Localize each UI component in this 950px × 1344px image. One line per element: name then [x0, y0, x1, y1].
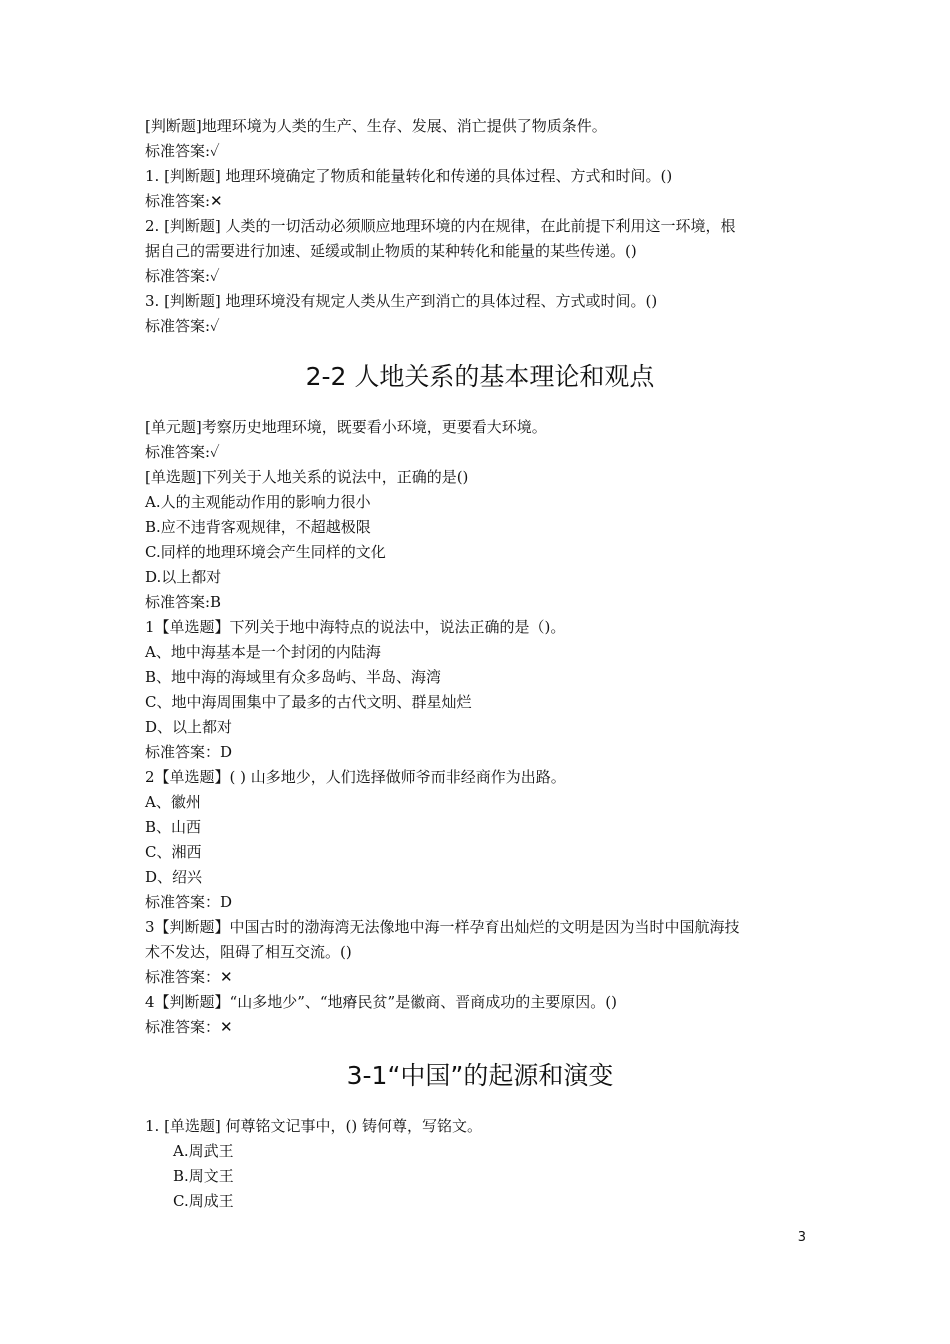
- question-line: 1【单选题】下列关于地中海特点的说法中，说法正确的是（)。: [145, 618, 566, 636]
- question-line: 2【单选题】( ) 山多地少，人们选择做师爷而非经商作为出路。: [145, 768, 566, 786]
- answer-line: 标准答案：✕: [145, 968, 233, 986]
- option-line: D、以上都对: [145, 718, 233, 736]
- answer-line: 标准答案:B: [145, 593, 222, 611]
- question-line: 1. [单选题] 何尊铭文记事中，() 铸何尊，写铭文。: [145, 1117, 483, 1135]
- question-line: [单元题]考察历史地理环境，既要看小环境，更要看大环境。: [145, 418, 547, 436]
- option-line: A.人的主观能动作用的影响力很小: [145, 493, 371, 511]
- section-judgement-questions: [145, 114, 815, 339]
- section-human-land-relations: [145, 353, 815, 1040]
- question-line: 1. [判断题] 地理环境确定了物质和能量转化和传递的具体过程、方式和时间。(): [145, 167, 673, 185]
- question-line: [单选题]下列关于人地关系的说法中，正确的是(): [145, 468, 469, 486]
- answer-line: 标准答案：✕: [145, 1018, 233, 1036]
- option-line: B、山西: [145, 818, 202, 836]
- option-line: C、湘西: [145, 843, 202, 861]
- option-line: B、地中海的海域里有众多岛屿、半岛、海湾: [145, 668, 442, 686]
- section-heading: 3-1“中国”的起源和演变: [346, 1061, 614, 1090]
- answer-line: 标准答案:✓: [145, 267, 220, 285]
- question-line: 2. [判断题] 人类的一切活动必须顺应地理环境的内在规律，在此前提下利用这一环境，根: [145, 217, 736, 235]
- option-line: A、徽州: [145, 793, 201, 811]
- answer-line: 标准答案:✓: [145, 443, 220, 461]
- answer-line: 标准答案:✓: [145, 317, 220, 335]
- option-line: D.以上都对: [145, 568, 222, 586]
- question-line: 3【判断题】中国古时的渤海湾无法像地中海一样孕育出灿烂的文明是因为当时中国航海技: [145, 918, 740, 936]
- question-line: 4【判断题】“山多地少”、“地瘠民贫”是徽商、晋商成功的主要原因。(): [145, 993, 617, 1011]
- question-line: [判断题]地理环境为人类的生产、生存、发展、消亡提供了物质条件。: [145, 117, 607, 135]
- answer-line: 标准答案：D: [145, 893, 233, 911]
- page-number: 3: [797, 1230, 806, 1245]
- option-line: B.周文王: [173, 1167, 234, 1185]
- section-origin-of-china: [145, 1052, 815, 1214]
- option-line: B.应不违背客观规律，不超越极限: [145, 518, 371, 536]
- answer-line: 标准答案：D: [145, 743, 233, 761]
- section-heading: 2-2 人地关系的基本理论和观点: [305, 362, 655, 391]
- question-line-continued: 术不发达，阻碍了相互交流。(): [145, 943, 352, 961]
- option-line: A.周武王: [173, 1142, 234, 1160]
- option-line: D、绍兴: [145, 868, 203, 886]
- question-line: 3. [判断题] 地理环境没有规定人类从生产到消亡的具体过程、方式或时间。(): [145, 292, 658, 310]
- option-line: C.同样的地理环境会产生同样的文化: [145, 543, 386, 561]
- answer-line: 标准答案:✕: [145, 192, 223, 210]
- option-line: C.周成王: [173, 1192, 234, 1210]
- answer-line: 标准答案:✓: [145, 142, 220, 160]
- question-line-continued: 据自己的需要进行加速、延缓或制止物质的某种转化和能量的某些传递。(): [145, 242, 637, 260]
- option-line: A、地中海基本是一个封闭的内陆海: [145, 643, 381, 661]
- option-line: C、地中海周围集中了最多的古代文明、群星灿烂: [145, 693, 472, 711]
